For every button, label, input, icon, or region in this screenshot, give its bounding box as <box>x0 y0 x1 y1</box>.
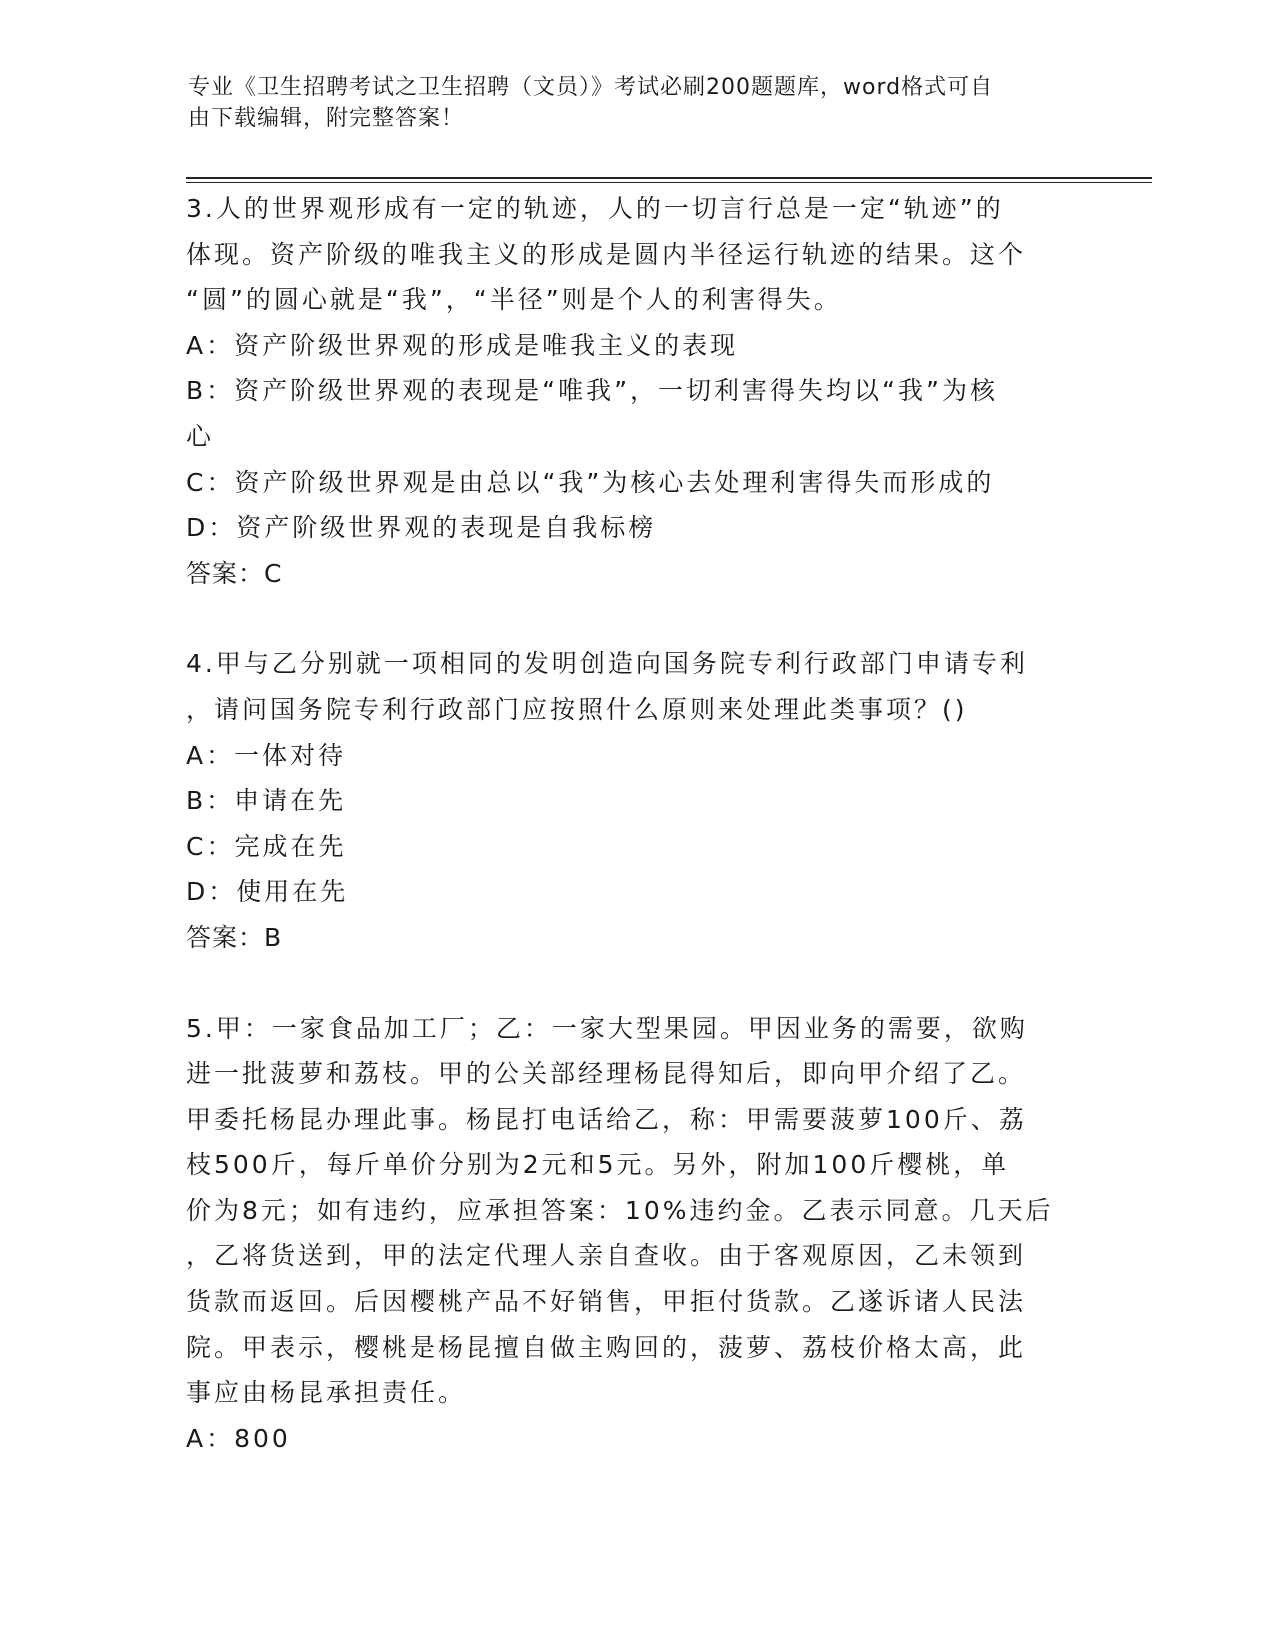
question-stem-line: 4.甲与乙分别就一项相同的发明创造向国务院专利行政部门申请专利 <box>186 649 1028 679</box>
question-4 <box>186 641 1086 960</box>
question-stem-line: 院。甲表示，樱桃是杨昆擅自做主购回的，菠萝、荔枝价格太高，此 <box>186 1332 1027 1362</box>
option-c: C：完成在先 <box>186 831 347 861</box>
option-b: B：申请在先 <box>186 786 347 816</box>
option-a: A：一体对待 <box>186 740 347 770</box>
question-spacer <box>186 961 1086 1006</box>
option-d: D：使用在先 <box>186 877 349 907</box>
question-stem-line: 5.甲：一家食品加工厂；乙：一家大型果园。甲因业务的需要，欲购 <box>186 1013 1028 1043</box>
answer-line: 答案：C <box>186 558 283 588</box>
question-stem-line: “圆”的圆心就是“我”，“半径”则是个人的利害得失。 <box>186 285 842 315</box>
question-5 <box>186 1006 1086 1462</box>
question-3 <box>186 186 1086 596</box>
option-a: A：资产阶级世界观的形成是唯我主义的表现 <box>186 330 739 360</box>
question-stem-line: 枝500斤，每斤单价分别为2元和5元。另外，附加100斤樱桃，单 <box>186 1150 1010 1180</box>
document-header <box>188 72 1068 134</box>
header-divider-thin <box>186 182 1152 183</box>
option-c: C：资产阶级世界观是由总以“我”为核心去处理利害得失而形成的 <box>186 467 995 497</box>
question-stem-line: 甲委托杨昆办理此事。杨昆打电话给乙，称：甲需要菠萝100斤、荔 <box>186 1104 1027 1134</box>
option-d: D：资产阶级世界观的表现是自我标榜 <box>186 513 657 543</box>
header-divider-thick <box>186 177 1152 179</box>
header-line: 专业《卫生招聘考试之卫生招聘（文员）》考试必刷200题题库，word格式可自 <box>188 75 994 100</box>
question-stem-line: 3.人的世界观形成有一定的轨迹，人的一切言行总是一定“轨迹”的 <box>186 194 1004 223</box>
question-stem-line: ，乙将货送到，甲的法定代理人亲自查收。由于客观原因，乙未领到 <box>186 1241 1027 1271</box>
option-b-continued: 心 <box>186 421 215 451</box>
answer-line: 答案：B <box>186 922 283 952</box>
question-stem-line: 进一批菠萝和荔枝。甲的公关部经理杨昆得知后，即向甲介绍了乙。 <box>186 1059 1027 1089</box>
question-stem-line: 价为8元；如有违约，应承担答案：10%违约金。乙表示同意。几天后 <box>186 1195 1054 1225</box>
question-stem-line: 事应由杨昆承担责任。 <box>186 1378 467 1408</box>
option-b: B：资产阶级世界观的表现是“唯我”，一切利害得失均以“我”为核 <box>186 376 998 406</box>
header-line: 由下载编辑，附完整答案！ <box>188 106 465 131</box>
question-stem-line: 货款而返回。后因樱桃产品不好销售，甲拒付货款。乙遂诉诸人民法 <box>186 1287 1027 1317</box>
option-a: A：800 <box>186 1423 291 1453</box>
question-stem-line: ，请问国务院专利行政部门应按照什么原则来处理此类事项？() <box>186 694 968 724</box>
question-list <box>186 186 1086 1461</box>
question-spacer <box>186 596 1086 641</box>
question-stem-line: 体现。资产阶级的唯我主义的形成是圆内半径运行轨迹的结果。这个 <box>186 239 1027 269</box>
